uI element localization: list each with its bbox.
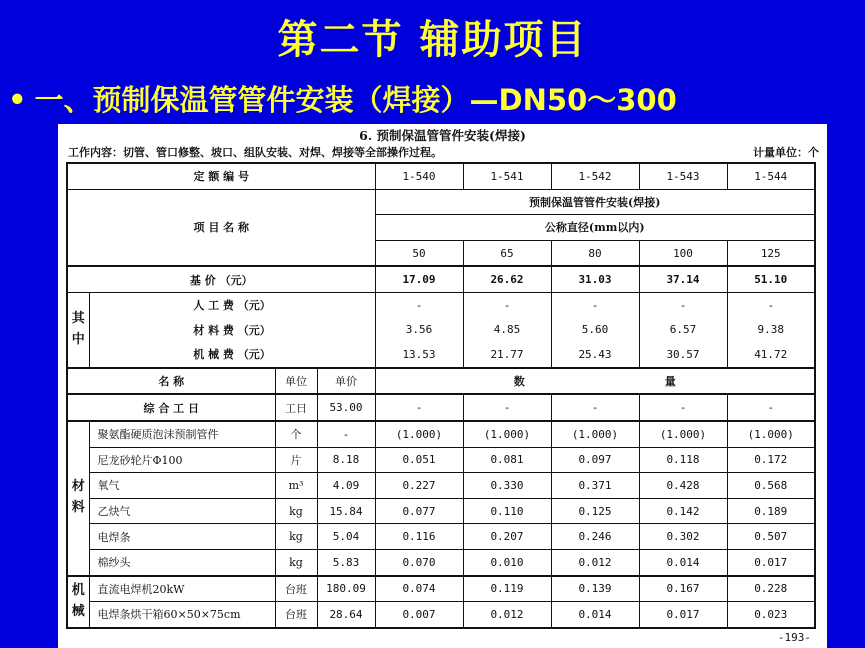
material-cell: 0.097 xyxy=(551,447,639,473)
code-cell: 1-542 xyxy=(551,163,639,189)
diameter-cell: 125 xyxy=(727,240,815,266)
material-cell: 0.012 xyxy=(551,549,639,575)
material-unit: kg xyxy=(275,549,317,575)
cost-cell: 5.60 xyxy=(551,318,639,343)
machine-row xyxy=(67,576,815,602)
labor-cell: - xyxy=(727,394,815,421)
labor-price: 53.00 xyxy=(317,394,375,421)
machine-cell: 0.167 xyxy=(639,576,727,602)
machine-cell: 0.014 xyxy=(551,602,639,628)
quantity-header xyxy=(375,368,815,395)
machine-cell: 0.012 xyxy=(463,602,551,628)
quota-code-row xyxy=(67,163,815,189)
material-price: 5.83 xyxy=(317,549,375,575)
base-price-label: 基 价 （元） xyxy=(67,266,375,292)
material-cell: 0.110 xyxy=(463,498,551,524)
cost-label: 材 料 费 （元） xyxy=(89,318,375,343)
machine-unit: 台班 xyxy=(275,576,317,602)
diameter-cell: 50 xyxy=(375,240,463,266)
material-price: 4.09 xyxy=(317,473,375,499)
material-cell: 0.428 xyxy=(639,473,727,499)
base-price-cell: 37.14 xyxy=(639,266,727,292)
document-scan xyxy=(58,124,827,648)
material-cell: 0.116 xyxy=(375,524,463,550)
slide-subtitle xyxy=(8,78,858,119)
subtitle-text: 一、预制保温管管件安装（焊接）—DN50～300 xyxy=(34,83,677,117)
cost-label: 机 械 费 （元） xyxy=(89,342,375,368)
labor-row xyxy=(67,394,815,421)
material-cell: 0.118 xyxy=(639,447,727,473)
work-content: 工作内容：切管、管口修整、坡口、组队安装、对焊、焊接等全部操作过程。 xyxy=(68,146,442,159)
material-unit: 个 xyxy=(275,421,317,447)
material-price: 5.04 xyxy=(317,524,375,550)
machine-price: 180.09 xyxy=(317,576,375,602)
cost-cell: 6.57 xyxy=(639,318,727,343)
material-unit: 片 xyxy=(275,447,317,473)
material-cell: 0.330 xyxy=(463,473,551,499)
quantity-label-1: 数 xyxy=(513,375,525,389)
base-price-cell: 51.10 xyxy=(727,266,815,292)
code-cell: 1-544 xyxy=(727,163,815,189)
material-cell: (1.000) xyxy=(551,421,639,447)
material-cell: 0.014 xyxy=(639,549,727,575)
material-cell: 0.081 xyxy=(463,447,551,473)
price-header: 单价 xyxy=(317,368,375,395)
material-cell: 0.189 xyxy=(727,498,815,524)
material-cell: 0.070 xyxy=(375,549,463,575)
material-unit: kg xyxy=(275,524,317,550)
machine-label: 机 械 xyxy=(67,576,89,628)
material-cell: 0.172 xyxy=(727,447,815,473)
material-price: 8.18 xyxy=(317,447,375,473)
material-cell: 0.507 xyxy=(727,524,815,550)
machine-name: 电焊条烘干箱60×50×75cm xyxy=(89,602,275,628)
slide-title: 第二节 辅助项目 xyxy=(277,17,588,63)
unit-header: 单位 xyxy=(275,368,317,395)
cost-row xyxy=(67,318,815,343)
machine-cell: 0.074 xyxy=(375,576,463,602)
diameter-cell: 80 xyxy=(551,240,639,266)
material-row xyxy=(67,473,815,499)
material-label: 材 料 xyxy=(67,421,89,576)
material-cell: 0.568 xyxy=(727,473,815,499)
cost-cell: 41.72 xyxy=(727,342,815,368)
code-cell: 1-541 xyxy=(463,163,551,189)
cost-cell: 3.56 xyxy=(375,318,463,343)
material-row xyxy=(67,421,815,447)
base-price-row xyxy=(67,266,815,292)
machine-price: 28.64 xyxy=(317,602,375,628)
code-cell: 1-540 xyxy=(375,163,463,189)
header-row xyxy=(67,189,815,215)
material-name: 氧气 xyxy=(89,473,275,499)
cost-cell: 30.57 xyxy=(639,342,727,368)
material-cell: (1.000) xyxy=(727,421,815,447)
cost-cell: - xyxy=(551,292,639,317)
material-cell: 0.125 xyxy=(551,498,639,524)
table-caption: 6. 预制保温管管件安装(焊接) xyxy=(359,128,526,143)
machine-cell: 0.017 xyxy=(639,602,727,628)
material-name: 电焊条 xyxy=(89,524,275,550)
material-name: 尼龙砂轮片Φ100 xyxy=(89,447,275,473)
material-row xyxy=(67,549,815,575)
material-unit: m³ xyxy=(275,473,317,499)
material-cell: 0.227 xyxy=(375,473,463,499)
material-name: 聚氨酯硬质泡沫预制管件 xyxy=(89,421,275,447)
cost-cell: 21.77 xyxy=(463,342,551,368)
labor-cell: - xyxy=(639,394,727,421)
labor-name: 综 合 工 日 xyxy=(67,394,275,421)
machine-cell: 0.119 xyxy=(463,576,551,602)
cost-cell: 13.53 xyxy=(375,342,463,368)
page-number: -193- xyxy=(777,631,811,644)
name-header: 名 称 xyxy=(67,368,275,395)
quota-label: 定 额 编 号 xyxy=(67,163,375,189)
material-cell: 0.246 xyxy=(551,524,639,550)
material-price: 15.84 xyxy=(317,498,375,524)
project-name: 预制保温管管件安装(焊接) xyxy=(375,189,815,215)
labor-cell: - xyxy=(375,394,463,421)
material-row xyxy=(67,498,815,524)
material-cell: 0.051 xyxy=(375,447,463,473)
cost-cell: - xyxy=(463,292,551,317)
material-cell: 0.010 xyxy=(463,549,551,575)
quota-table xyxy=(66,162,816,629)
item-name-label: 项 目 名 称 xyxy=(67,189,375,266)
machine-cell: 0.139 xyxy=(551,576,639,602)
cost-cell: - xyxy=(639,292,727,317)
unit-label: 计量单位：个 xyxy=(753,146,819,159)
material-cell: (1.000) xyxy=(375,421,463,447)
cost-cell: 25.43 xyxy=(551,342,639,368)
base-price-cell: 26.62 xyxy=(463,266,551,292)
base-price-cell: 17.09 xyxy=(375,266,463,292)
machine-cell: 0.228 xyxy=(727,576,815,602)
material-cell: 0.371 xyxy=(551,473,639,499)
work-content-line xyxy=(68,144,819,160)
diameter-cell: 100 xyxy=(639,240,727,266)
cost-cell: 4.85 xyxy=(463,318,551,343)
code-cell: 1-543 xyxy=(639,163,727,189)
cost-cell: - xyxy=(727,292,815,317)
among-label: 其 中 xyxy=(67,292,89,367)
material-cell: 0.142 xyxy=(639,498,727,524)
material-cell: 0.302 xyxy=(639,524,727,550)
cost-cell: - xyxy=(375,292,463,317)
base-price-cell: 31.03 xyxy=(551,266,639,292)
machine-row xyxy=(67,602,815,628)
labor-unit: 工日 xyxy=(275,394,317,421)
material-unit: kg xyxy=(275,498,317,524)
machine-unit: 台班 xyxy=(275,602,317,628)
material-row xyxy=(67,524,815,550)
material-cell: (1.000) xyxy=(639,421,727,447)
cost-row xyxy=(67,342,815,368)
material-cell: 0.017 xyxy=(727,549,815,575)
material-cell: (1.000) xyxy=(463,421,551,447)
material-price: - xyxy=(317,421,375,447)
diameter-cell: 65 xyxy=(463,240,551,266)
material-cell: 0.207 xyxy=(463,524,551,550)
cost-label: 人 工 费 （元） xyxy=(89,292,375,317)
bullet-icon: • xyxy=(8,83,27,117)
labor-cell: - xyxy=(463,394,551,421)
cost-cell: 9.38 xyxy=(727,318,815,343)
material-cell: 0.077 xyxy=(375,498,463,524)
labor-cell: - xyxy=(551,394,639,421)
machine-cell: 0.007 xyxy=(375,602,463,628)
quantity-label-2: 量 xyxy=(664,375,676,389)
machine-cell: 0.023 xyxy=(727,602,815,628)
column-header-row xyxy=(67,368,815,395)
material-name: 棉纱头 xyxy=(89,549,275,575)
machine-name: 直流电焊机20kW xyxy=(89,576,275,602)
cost-row xyxy=(67,292,815,317)
material-row xyxy=(67,447,815,473)
material-name: 乙炔气 xyxy=(89,498,275,524)
diameter-label: 公称直径(mm以内) xyxy=(375,215,815,241)
